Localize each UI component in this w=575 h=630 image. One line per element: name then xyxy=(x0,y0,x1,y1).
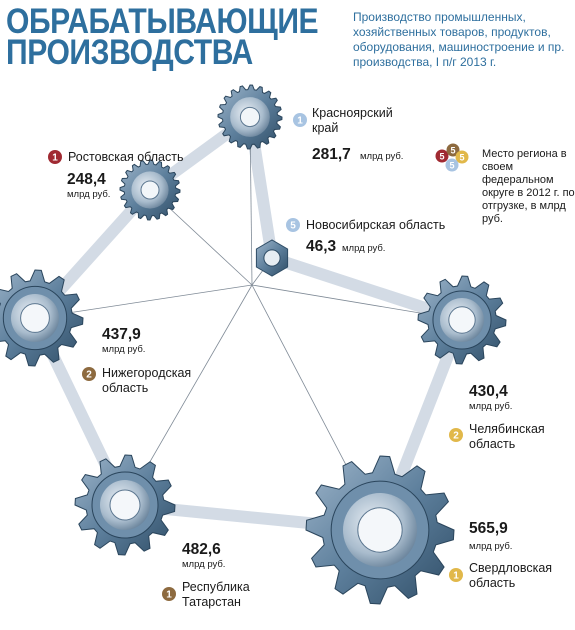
rank-badge-number: 1 xyxy=(297,115,303,127)
rank-legend-text: Место региона в своем федеральном округе в 2012 г. по отгрузке, в млрд руб. xyxy=(482,148,575,225)
region-label-krasnoyarsk: Красноярский край xyxy=(312,106,393,135)
rank-badge-number: 1 xyxy=(453,570,459,582)
region-label-chelyabinsk: Челябинская область xyxy=(469,422,545,451)
unit-rostov: млрд руб. xyxy=(67,189,111,200)
value-rostov: 248,4 xyxy=(67,171,106,188)
region-label-nizhny: Нижегородская область xyxy=(102,366,192,395)
rank-badge-number: 5 xyxy=(290,220,296,232)
value-chelyabinsk: 430,4 xyxy=(469,383,508,400)
gear-cutter-icon xyxy=(306,456,454,604)
rank-badge-number: 2 xyxy=(86,369,92,381)
region-label-sverdlovsk: Свердловская область xyxy=(469,561,553,590)
unit-krasnoyarsk: млрд руб. xyxy=(360,151,404,162)
region-label-novosibirsk: Новосибирская область xyxy=(306,218,446,232)
gear-cutter-icon xyxy=(75,455,175,555)
page-title xyxy=(6,2,319,72)
unit-novosibirsk: млрд руб. xyxy=(342,243,386,254)
value-nizhny: 437,9 xyxy=(102,326,141,343)
unit-tatarstan: млрд руб. xyxy=(182,559,226,570)
unit-chelyabinsk: млрд руб. xyxy=(469,401,513,412)
rank-badge-number: 2 xyxy=(453,430,459,442)
rank-badge-number: 1 xyxy=(52,152,58,164)
value-tatarstan: 482,6 xyxy=(182,541,221,558)
value-novosibirsk: 46,3 xyxy=(306,238,337,255)
legend-sample-number: 5 xyxy=(459,152,465,163)
unit-sverdlovsk: млрд руб. xyxy=(469,541,513,552)
region-label-tatarstan: Республика Татарстан xyxy=(182,580,250,609)
title-line-1: ОБРАБАТЫВАЮЩИЕ xyxy=(6,2,319,41)
legend-sample-number: 5 xyxy=(449,160,455,171)
hex-nut-icon xyxy=(256,240,287,276)
region-label-rostov: Ростовская область xyxy=(68,150,184,164)
legend-sample-number: 5 xyxy=(450,145,456,156)
title-line-2: ПРОИЗВОДСТВА xyxy=(6,33,253,72)
legend-sample-number: 5 xyxy=(439,151,445,162)
value-krasnoyarsk: 281,7 xyxy=(312,146,351,163)
rank-badge-number: 1 xyxy=(166,589,172,601)
unit-nizhny: млрд руб. xyxy=(102,344,146,355)
gear-cutter-icon xyxy=(418,276,506,364)
value-sverdlovsk: 565,9 xyxy=(469,520,508,537)
subtitle: Производство промышленных, хозяйственных товаров, продуктов, оборудования, машиностроение и пр. производства, I п/г 2013 г. xyxy=(353,10,565,69)
